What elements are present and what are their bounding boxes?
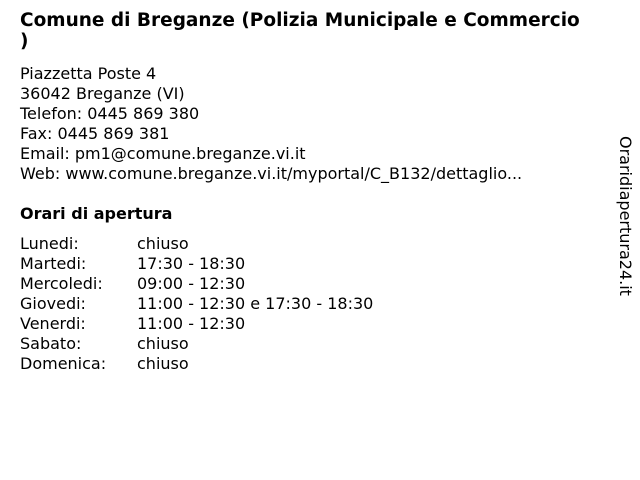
city-line: 36042 Breganze (VI) [20,84,185,103]
page-title-line-1: Comune di Breganze (Polizia Municipale e Commercio [20,10,580,31]
day-label: Martedi: [20,254,87,273]
fax-line: Fax: 0445 869 381 [20,124,170,143]
site-watermark: Oraridiapertura24.it [616,136,635,296]
day-label: Venerdi: [20,314,86,333]
day-label: Mercoledi: [20,274,103,293]
day-label: Sabato: [20,334,82,353]
address-line: Piazzetta Poste 4 [20,64,157,83]
day-label: Domenica: [20,354,107,373]
day-hours: chiuso [137,334,189,353]
opening-hours-heading: Orari di apertura [20,204,173,223]
day-hours: chiuso [137,234,189,253]
day-hours: chiuso [137,354,189,373]
web-line: Web: www.comune.breganze.vi.it/myportal/C_B132/dettaglio... [20,164,523,183]
contact-block [20,64,522,184]
page-title [20,10,626,52]
phone-line: Telefon: 0445 869 380 [20,104,200,123]
day-hours: 09:00 - 12:30 [137,274,246,293]
page-title-line-2: ) [20,31,29,52]
day-hours: 11:00 - 12:30 [137,314,246,333]
day-label: Giovedi: [20,294,86,313]
day-hours: 17:30 - 18:30 [137,254,246,273]
day-label: Lunedi: [20,234,79,253]
day-hours: 11:00 - 12:30 e 17:30 - 18:30 [137,294,374,313]
email-line: Email: pm1@comune.breganze.vi.it [20,144,306,163]
